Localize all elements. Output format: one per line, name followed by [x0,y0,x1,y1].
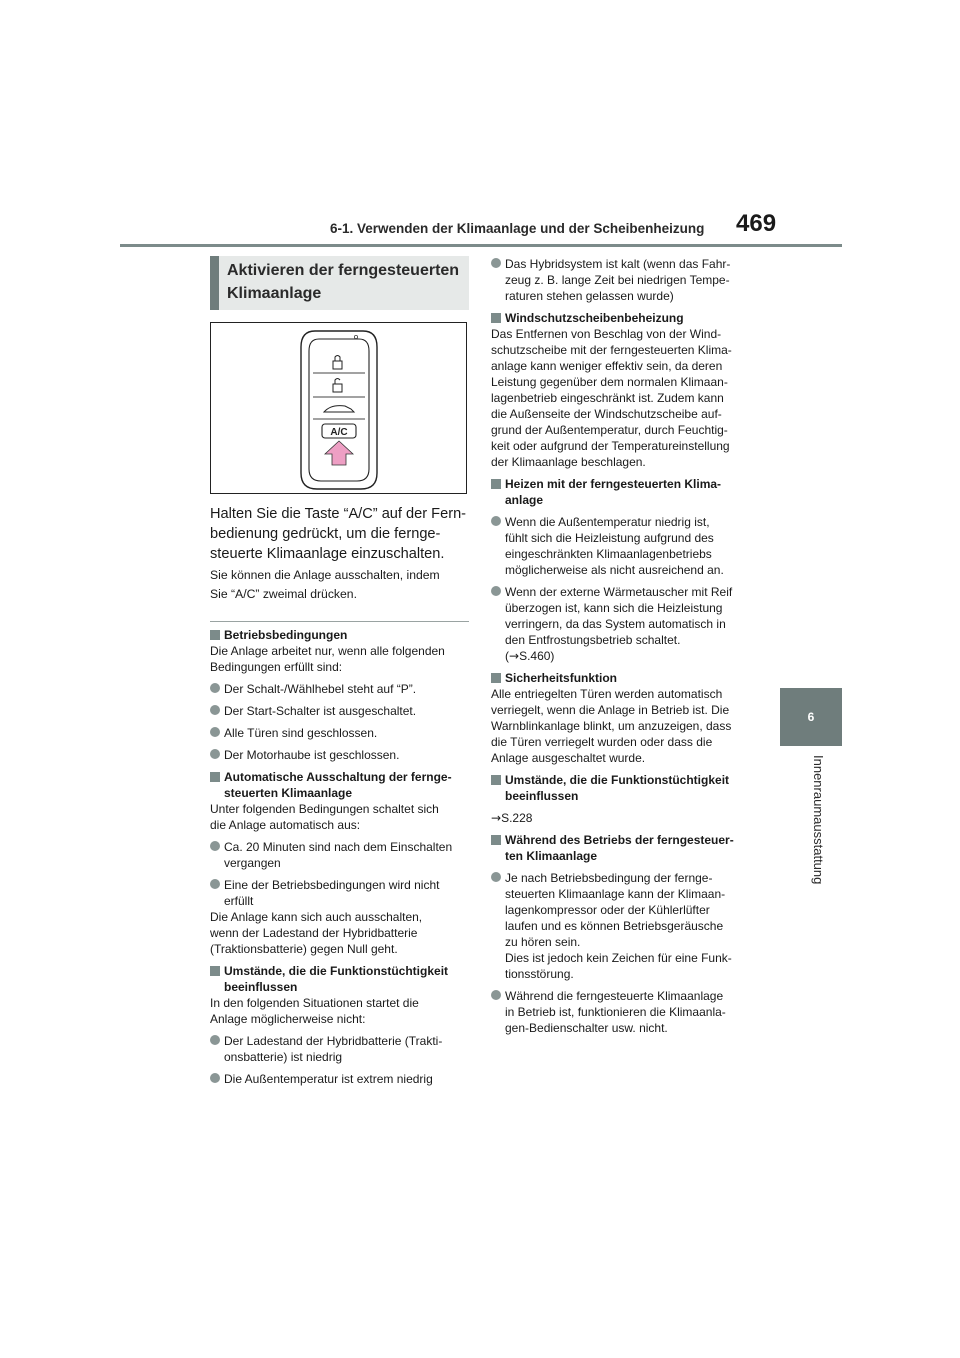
note-line: Sie können die Anlage ausschalten, indem [210,568,440,582]
subheading: Umstände, die die Funktionstüchtigkeit beeinflussen [491,772,753,804]
subheading: Windschutzscheibenbeheizung [491,310,753,326]
lead-line: bedienung gedrückt, um die fernge- [210,526,441,542]
key-fob-drawing [211,323,466,493]
lock-icon [333,356,342,370]
list-item: Je nach Betriebsbedingung der fernge- steuerten Klimaanlage kann der Klimaan- lagenkompressor oder der Kühlerlüfter laufen und es können Betriebsgeräusche zu hören sein. Dies ist jedoch kein Zeichen für eine Funk- tionsstörung. [491,870,753,982]
chapter-number: 6 [807,710,815,724]
list-item: Der Start-Schalter ist ausgeschaltet. [210,703,472,719]
chapter-side-label: Innenraumausstattung [811,755,826,885]
ac-button-label: A/C [330,427,348,438]
list-item: Während die ferngesteuerte Klimaanlage in Betrieb ist, funktionieren die Klimaanla- gen-Bedienschalter usw. nicht. [491,988,753,1036]
section-divider [210,621,469,622]
left-column [210,627,472,1087]
list-item: Der Schalt-/Wählhebel steht auf “P”. [210,681,472,697]
list-item: Eine der Betriebsbedingungen wird nicht erfüllt [210,877,472,909]
press-arrow-icon [325,441,353,465]
header-rule [120,244,842,247]
lead-line: steuerte Klimaanlage einzuschalten. [210,546,445,562]
list-item: Das Hybridsystem ist kalt (wenn das Fahr- zeug z. B. lange Zeit bei niedrigen Tempe- raturen stehen gelassen wurde) [491,256,753,304]
section-heading-line: Aktivieren der ferngesteuerten [227,262,460,279]
body-text: Die Anlage arbeitet nur, wenn alle folgenden Bedingungen erfüllt sind: [210,644,445,674]
trunk-icon [324,406,354,412]
body-text: Das Entfernen von Beschlag von der Wind- schutzscheibe mit der ferngesteuerten Klima- anlage kann weniger effektiv sein, da deren Leistung gegenüber dem normalen Klimaan- lagenbetrieb eingeschränkt ist. Zudem kann die Außenseite der Windschutzscheibe auf- grund der Außentemperatur, durch Feuchtig- keit oder aufgrund der Temperatureinstellung der Klimaanlage beschlagen. [491,327,732,469]
lead-line: Halten Sie die Taste “A/C” auf der Fern- [210,506,467,522]
section-heading-line: Klimaanlage [227,285,322,302]
body-text: Unter folgenden Bedingungen schaltet sich die Anlage automatisch aus: [210,802,439,832]
subheading: Heizen mit der ferngesteuerten Klima- anlage [491,476,753,508]
subheading: Umstände, die die Funktionstüchtigkeit beeinflussen [210,963,472,995]
page-reference[interactable]: (→S.460) [505,649,555,663]
subheading: Automatische Ausschaltung der fernge- steuerten Klimaanlage [210,769,472,801]
body-text: Die Anlage kann sich auch ausschalten, wenn der Ladestand der Hybridbatterie (Traktionsbatterie) gegen Null geht. [210,910,423,956]
list-item: Wenn der externe Wärmetauscher mit Reif überzogen ist, kann sich die Heizleistung verringern, da das System automatisch in den Entfrostungsbetrieb schaltet. (→S.460) [491,584,753,664]
list-item: Wenn die Außentemperatur niedrig ist, fühlt sich die Heizleistung aufgrund des eingeschränkten Klimaanlagenbetriebs möglicherweise als nicht ausreichend an. [491,514,753,578]
chapter-tab[interactable] [780,688,842,746]
page-reference[interactable]: →S.228 [491,811,533,825]
body-text: Alle entriegelten Türen werden automatisch verriegelt, wenn die Anlage in Betrieb ist. Die Warnblinkanlage blinkt, um anzuzeigen, dass die Türen verriegelt wurden oder dass die Anlage ausgeschaltet wurde. [491,687,732,765]
page-number: 469 [736,210,777,237]
section-heading [210,256,469,310]
lead-note [210,566,472,604]
unlock-icon [333,379,342,393]
remote-key-illustration [210,322,467,494]
lead-instruction [210,504,472,564]
subheading: Sicherheitsfunktion [491,670,753,686]
subheading: Während des Betriebs der ferngesteuer- ten Klimaanlage [491,832,753,864]
list-item: Der Motorhaube ist geschlossen. [210,747,472,763]
right-column [491,256,753,1036]
note-line: Sie “A/C” zweimal drücken. [210,587,357,601]
list-item: Ca. 20 Minuten sind nach dem Einschalten vergangen [210,839,472,871]
running-header-title: 6-1. Verwenden der Klimaanlage und der Scheibenheizung [330,221,705,236]
list-item: Alle Türen sind geschlossen. [210,725,472,741]
list-item: Die Außentemperatur ist extrem niedrig [210,1071,472,1087]
list-item: Der Ladestand der Hybridbatterie (Trakti- onsbatterie) ist niedrig [210,1033,472,1065]
body-text: In den folgenden Situationen startet die Anlage möglicherweise nicht: [210,996,419,1026]
subheading: Betriebsbedingungen [210,627,472,643]
